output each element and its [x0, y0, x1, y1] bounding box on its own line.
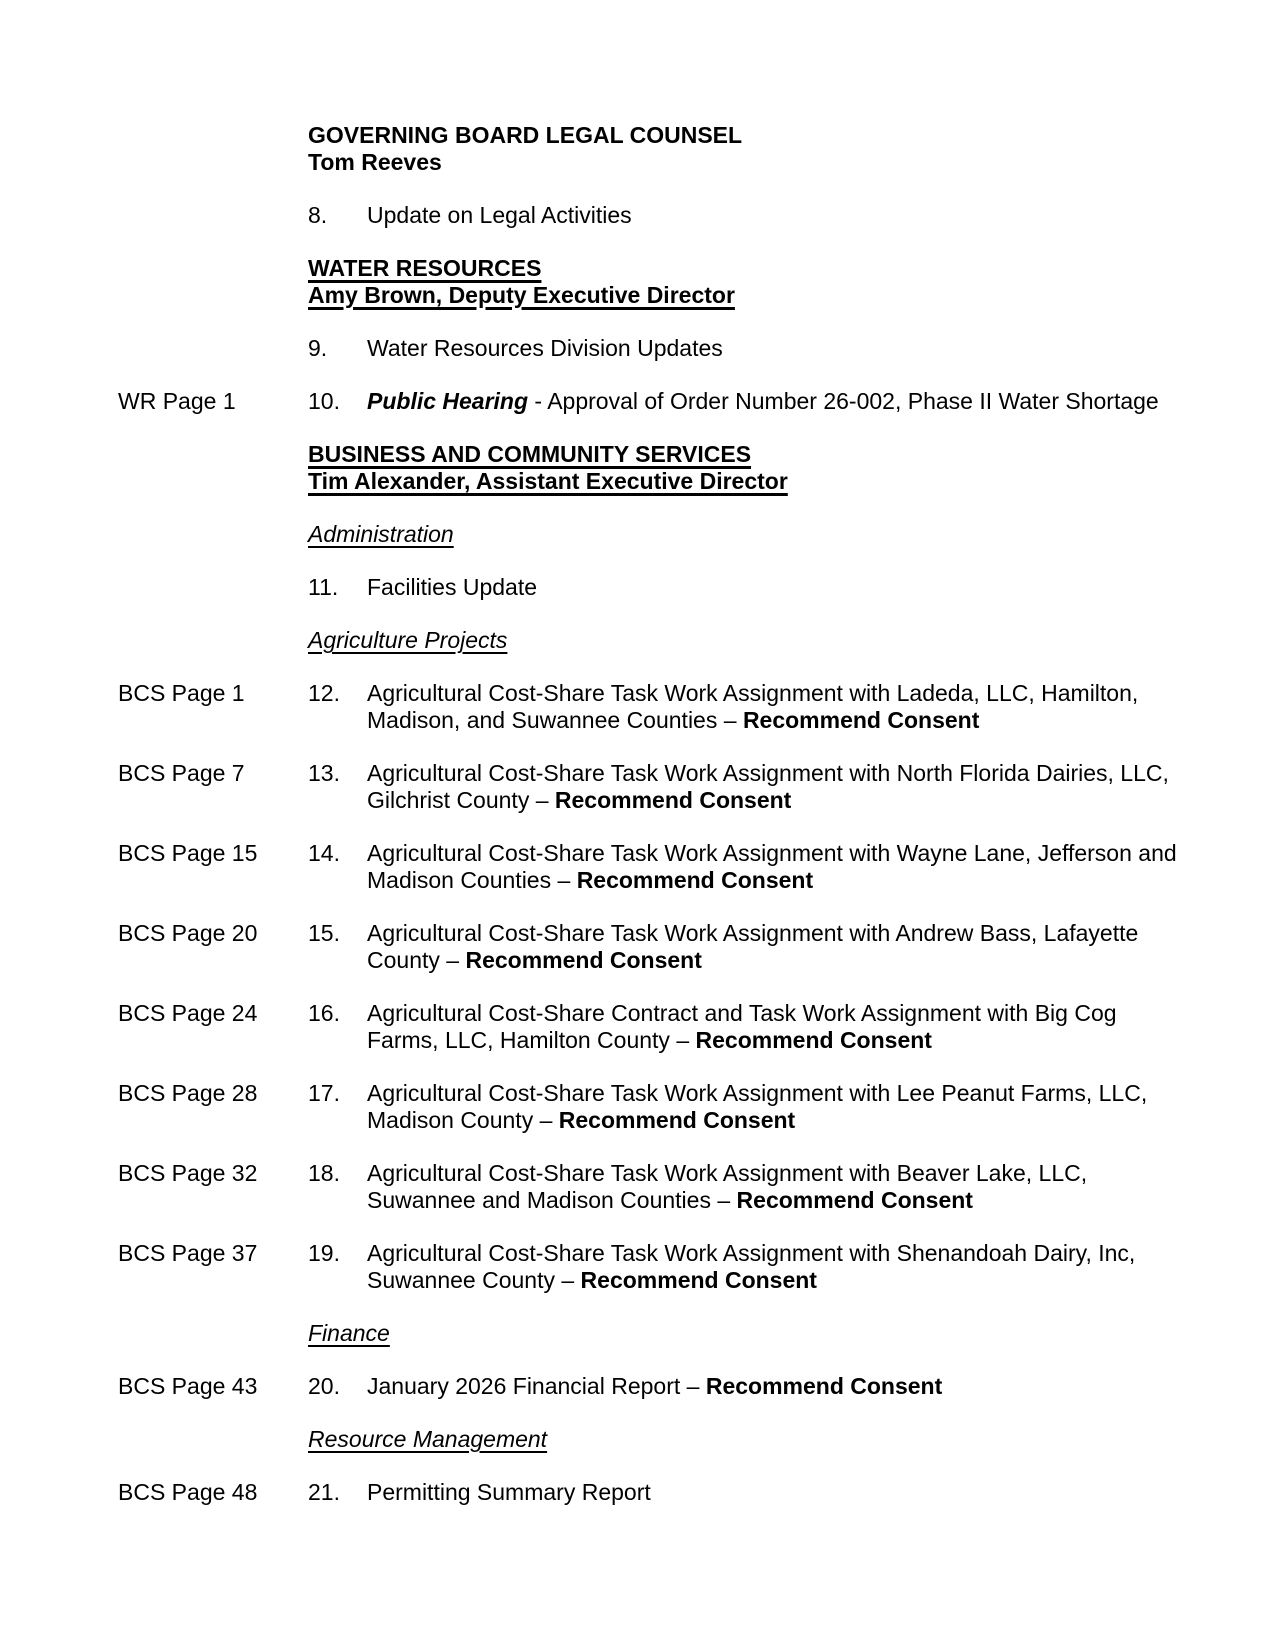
agenda-item-row	[118, 335, 1275, 362]
item-text	[367, 202, 1178, 229]
agenda-rows	[118, 122, 1275, 1506]
section-header	[118, 122, 1275, 176]
item-number: 13.	[308, 760, 340, 786]
dash-separator: –	[551, 867, 577, 893]
subsection-header-label: Finance	[308, 1320, 390, 1346]
agenda-item-row	[118, 680, 1275, 734]
subsection-header-block	[308, 1320, 1178, 1347]
item-number: 19.	[308, 1240, 340, 1266]
item-text-body: Agricultural Cost-Share Task Work Assignment with Andrew Bass, Lafayette County	[367, 920, 1139, 973]
recommend-consent-label: Recommend Consent	[580, 1267, 817, 1293]
page-ref-label: BCS Page 32	[118, 1160, 258, 1186]
agenda-item-row	[118, 840, 1275, 894]
subsection-header-block	[308, 521, 1178, 548]
item-text-body: Agricultural Cost-Share Task Work Assignment with Wayne Lane, Jefferson and Madison Counties	[367, 840, 1177, 893]
item-text-body: - Approval of Order Number 26-002, Phase II Water Shortage	[528, 388, 1159, 414]
item-text	[367, 840, 1178, 894]
page-ref-label: BCS Page 1	[118, 680, 245, 706]
section-header-presenter: Amy Brown, Deputy Executive Director	[308, 282, 735, 308]
page-ref-label: BCS Page 7	[118, 760, 245, 786]
subsection-header-block	[308, 627, 1178, 654]
page-ref-label: BCS Page 43	[118, 1373, 258, 1399]
item-number: 20.	[308, 1373, 340, 1399]
item-text-body: Facilities Update	[367, 574, 538, 600]
subsection-header-label: Resource Management	[308, 1426, 548, 1452]
item-text-body: Agricultural Cost-Share Task Work Assignment with Ladeda, LLC, Hamilton, Madison, and Suwannee Counties	[367, 680, 1139, 733]
item-number: 16.	[308, 1000, 340, 1026]
page-ref-label: BCS Page 37	[118, 1240, 258, 1266]
item-text	[367, 1160, 1178, 1214]
item-number: 9.	[308, 335, 328, 361]
dash-separator: –	[710, 1187, 737, 1213]
item-text-body: Agricultural Cost-Share Task Work Assignment with Beaver Lake, LLC, Suwannee and Madison Counties	[367, 1160, 1088, 1213]
page-ref-label: BCS Page 28	[118, 1080, 258, 1106]
item-text	[367, 1080, 1178, 1134]
section-header	[118, 255, 1275, 309]
page-ref-spacer	[118, 627, 308, 654]
section-header-title: BUSINESS AND COMMUNITY SERVICES	[308, 441, 752, 467]
item-text	[367, 574, 1178, 601]
item-text-body: January 2026 Financial Report	[367, 1373, 681, 1399]
item-text	[367, 388, 1178, 415]
page-ref-label	[118, 335, 308, 362]
subsection-header-label: Administration	[308, 521, 454, 547]
agenda-item-row	[118, 388, 1275, 415]
agenda-item-row	[118, 574, 1275, 601]
page-ref-label: BCS Page 24	[118, 1000, 258, 1026]
item-text-body: Agricultural Cost-Share Task Work Assignment with Shenandoah Dairy, Inc, Suwannee County	[367, 1240, 1136, 1293]
dash-separator: –	[533, 1107, 559, 1133]
page-ref-label: WR Page 1	[118, 388, 236, 414]
subsection-header	[118, 521, 1275, 548]
dash-separator: –	[439, 947, 466, 973]
item-text-body: Agricultural Cost-Share Contract and Task Work Assignment with Big Cog Farms, LLC, Hamilton County	[367, 1000, 1117, 1053]
agenda-item-row	[118, 1373, 1275, 1400]
page-ref-spacer	[118, 255, 308, 309]
section-header-presenter: Tim Alexander, Assistant Executive Director	[308, 468, 788, 494]
item-text-body: Agricultural Cost-Share Task Work Assignment with Lee Peanut Farms, LLC, Madison County	[367, 1080, 1148, 1133]
dash-separator: –	[669, 1027, 696, 1053]
item-number: 14.	[308, 840, 340, 866]
item-text	[367, 1479, 1178, 1506]
page-ref-spacer	[118, 441, 308, 495]
agenda-item-row	[118, 1160, 1275, 1214]
page-ref-label	[118, 202, 308, 229]
subsection-header	[118, 1426, 1275, 1453]
page-ref-spacer	[118, 1320, 308, 1347]
section-header-block	[308, 441, 1178, 495]
item-text	[367, 760, 1178, 814]
section-header-presenter: Tom Reeves	[308, 149, 442, 175]
agenda-item-row	[118, 202, 1275, 229]
agenda-item-row	[118, 760, 1275, 814]
section-header-title: GOVERNING BOARD LEGAL COUNSEL	[308, 122, 743, 148]
item-text-body: Agricultural Cost-Share Task Work Assignment with North Florida Dairies, LLC, Gilchrist County	[367, 760, 1169, 813]
dash-separator: –	[717, 707, 743, 733]
item-text	[367, 1000, 1178, 1054]
section-header	[118, 441, 1275, 495]
page-ref-label: BCS Page 48	[118, 1479, 258, 1505]
recommend-consent-label: Recommend Consent	[736, 1187, 973, 1213]
agenda-item-row	[118, 1080, 1275, 1134]
item-lead-emphasis: Public Hearing	[367, 388, 529, 414]
item-number: 15.	[308, 920, 340, 946]
page-ref-label	[118, 574, 308, 601]
agenda-item-row	[118, 1240, 1275, 1294]
item-number: 18.	[308, 1160, 340, 1186]
item-text-body: Permitting Summary Report	[367, 1479, 651, 1505]
item-number: 8.	[308, 202, 328, 228]
agenda-item-row	[118, 1479, 1275, 1506]
subsection-header	[118, 627, 1275, 654]
dash-separator: –	[680, 1373, 706, 1399]
section-header-block	[308, 255, 1178, 309]
item-number: 17.	[308, 1080, 340, 1106]
item-text-body: Water Resources Division Updates	[367, 335, 723, 361]
section-header-block	[308, 122, 1178, 176]
recommend-consent-label: Recommend Consent	[742, 707, 980, 733]
item-number: 11.	[308, 574, 339, 600]
recommend-consent-label: Recommend Consent	[705, 1373, 943, 1399]
item-text	[367, 335, 1178, 362]
dash-separator: –	[554, 1267, 581, 1293]
page-ref-spacer	[118, 521, 308, 548]
item-text	[367, 1240, 1178, 1294]
item-text	[367, 680, 1178, 734]
section-header-title: WATER RESOURCES	[308, 255, 542, 281]
subsection-header	[118, 1320, 1275, 1347]
item-text-body: Update on Legal Activities	[367, 202, 632, 228]
recommend-consent-label: Recommend Consent	[465, 947, 702, 973]
recommend-consent-label: Recommend Consent	[558, 1107, 796, 1133]
agenda-item-row	[118, 1000, 1275, 1054]
agenda-item-row	[118, 920, 1275, 974]
item-number: 21.	[308, 1479, 340, 1505]
item-text	[367, 920, 1178, 974]
recommend-consent-label: Recommend Consent	[576, 867, 814, 893]
subsection-header-label: Agriculture Projects	[308, 627, 508, 653]
recommend-consent-label: Recommend Consent	[554, 787, 792, 813]
page-ref-label: BCS Page 20	[118, 920, 258, 946]
page-ref-label: BCS Page 15	[118, 840, 258, 866]
dash-separator: –	[529, 787, 555, 813]
subsection-header-block	[308, 1426, 1178, 1453]
item-text	[367, 1373, 1178, 1400]
recommend-consent-label: Recommend Consent	[695, 1027, 932, 1053]
page-ref-spacer	[118, 122, 308, 176]
item-number: 10.	[308, 388, 340, 414]
page-ref-spacer	[118, 1426, 308, 1453]
item-number: 12.	[308, 680, 340, 706]
